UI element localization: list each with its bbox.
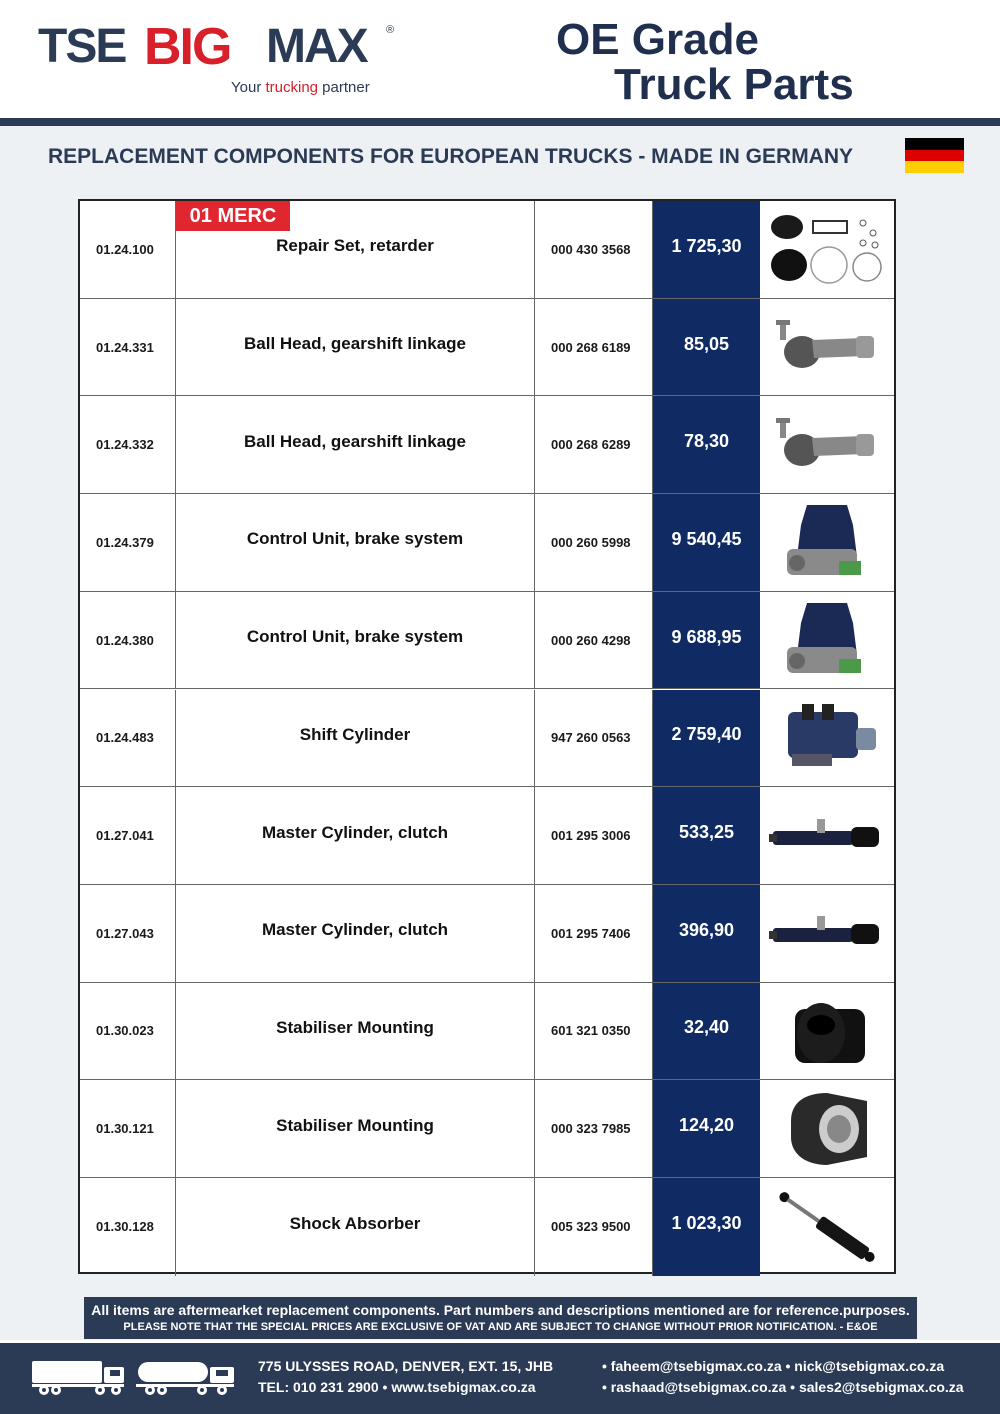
disclaimer-line1: All items are aftermearket replacement components. Part numbers and descriptions mentioned are for reference.purposes. — [91, 1302, 910, 1318]
table-row — [80, 983, 894, 1081]
footer-contact — [258, 1356, 553, 1398]
footer-address: 775 ULYSSES ROAD, DENVER, EXT. 15, JHB — [258, 1358, 554, 1374]
header-divider — [0, 118, 1000, 126]
logo-max: MAX — [266, 20, 367, 73]
part-image — [760, 494, 894, 591]
page-subtitle: REPLACEMENT COMPONENTS FOR EUROPEAN TRUCKS - MADE IN GERMANY — [48, 145, 854, 168]
registered-mark: ® — [386, 24, 395, 36]
oe-number: 000 430 3568 — [535, 201, 653, 298]
ball-head-icon — [772, 410, 882, 480]
table-row — [80, 1178, 894, 1276]
oe-number: 000 323 7985 — [535, 1080, 653, 1177]
tagline-accent: trucking — [265, 79, 319, 96]
footer-emails-line2: • rashaad@tsebigmax.co.za • sales2@tsebigmax.co.za — [602, 1379, 964, 1395]
table-row — [80, 592, 894, 690]
part-description: Shock Absorber — [176, 1178, 535, 1276]
part-code: 01.30.121 — [80, 1080, 176, 1177]
table-row — [80, 1080, 894, 1178]
disclaimer — [84, 1297, 917, 1339]
ball-head-icon — [772, 312, 882, 382]
category-tag: 01 MERC — [176, 201, 290, 231]
control-unit-icon — [777, 497, 877, 587]
part-description: Control Unit, brake system — [176, 494, 535, 591]
part-image — [760, 592, 894, 689]
flag-stripe-black — [905, 138, 964, 150]
flag-stripe-gold — [905, 161, 964, 173]
oe-number: 001 295 3006 — [535, 787, 653, 884]
oe-number: 000 260 5998 — [535, 494, 653, 591]
part-image — [760, 396, 894, 493]
master-cylinder-icon — [767, 811, 887, 861]
tagline-pre: Your — [231, 79, 266, 96]
part-image — [760, 201, 894, 298]
part-code: 01.27.043 — [80, 885, 176, 982]
part-description: Shift Cylinder — [176, 690, 535, 787]
table-row — [80, 299, 894, 397]
master-cylinder-icon — [767, 908, 887, 958]
part-code: 01.24.483 — [80, 690, 176, 787]
oe-number: 000 260 4298 — [535, 592, 653, 689]
parts-table — [78, 199, 896, 1274]
part-price: 85,05 — [653, 299, 760, 396]
german-flag-icon — [905, 138, 964, 173]
part-price: 124,20 — [653, 1080, 760, 1177]
page-title-line1: OE Grade — [556, 15, 759, 64]
part-price: 9 540,45 — [653, 494, 760, 591]
part-image — [760, 1080, 894, 1177]
part-price: 1 725,30 — [653, 201, 760, 298]
trucks-icon — [30, 1357, 240, 1402]
part-price: 9 688,95 — [653, 592, 760, 689]
table-row — [80, 396, 894, 494]
footer-emails — [602, 1356, 964, 1398]
oe-number: 947 260 0563 — [535, 690, 653, 787]
part-price: 396,90 — [653, 885, 760, 982]
oe-number: 001 295 7406 — [535, 885, 653, 982]
part-code: 01.30.128 — [80, 1178, 176, 1276]
tagline — [231, 79, 370, 96]
shift-cylinder-icon — [772, 698, 882, 778]
part-code: 01.27.041 — [80, 787, 176, 884]
part-price: 78,30 — [653, 396, 760, 493]
part-image — [760, 787, 894, 884]
header — [0, 0, 1000, 118]
oe-number: 005 323 9500 — [535, 1178, 653, 1276]
part-description: Stabiliser Mounting — [176, 1080, 535, 1177]
table-row — [80, 494, 894, 592]
table-row — [80, 787, 894, 885]
part-image — [760, 983, 894, 1080]
part-description: Ball Head, gearshift linkage — [176, 299, 535, 396]
part-description: Repair Set, retarder — [176, 201, 535, 298]
tagline-post: partner — [318, 79, 370, 96]
table-row — [80, 690, 894, 788]
stabiliser-mounting-icon — [777, 989, 877, 1073]
part-code: 01.24.332 — [80, 396, 176, 493]
footer — [0, 1343, 1000, 1414]
logo-big: BIG — [144, 18, 231, 76]
part-image — [760, 690, 894, 787]
oe-number: 000 268 6189 — [535, 299, 653, 396]
part-price: 1 023,30 — [653, 1178, 760, 1276]
part-price: 533,25 — [653, 787, 760, 884]
table-row — [80, 885, 894, 983]
part-code: 01.30.023 — [80, 983, 176, 1080]
part-code: 01.24.379 — [80, 494, 176, 591]
flag-stripe-red — [905, 150, 964, 162]
footer-emails-line1: • faheem@tsebigmax.co.za • nick@tsebigmax.co.za — [602, 1358, 945, 1374]
part-image — [760, 299, 894, 396]
logo-tse: TSE — [38, 20, 126, 73]
oe-number: 000 268 6289 — [535, 396, 653, 493]
disclaimer-line2: PLEASE NOTE THAT THE SPECIAL PRICES ARE EXCLUSIVE OF VAT AND ARE SUBJECT TO CHANGE WITHOUT PRIOR NOTIFICATION. - E&OE — [123, 1321, 878, 1333]
part-code: 01.24.100 — [80, 201, 176, 298]
part-description: Stabiliser Mounting — [176, 983, 535, 1080]
shock-absorber-icon — [767, 1182, 887, 1272]
stabiliser-bushing-icon — [777, 1087, 877, 1171]
part-code: 01.24.331 — [80, 299, 176, 396]
part-description: Master Cylinder, clutch — [176, 787, 535, 884]
footer-tel-web: TEL: 010 231 2900 • www.tsebigmax.co.za — [258, 1379, 536, 1395]
part-price: 2 759,40 — [653, 690, 760, 787]
part-code: 01.24.380 — [80, 592, 176, 689]
oe-number: 601 321 0350 — [535, 983, 653, 1080]
part-image — [760, 885, 894, 982]
page-title-line2: Truck Parts — [614, 60, 854, 109]
control-unit-icon — [777, 595, 877, 685]
part-description: Master Cylinder, clutch — [176, 885, 535, 982]
part-price: 32,40 — [653, 983, 760, 1080]
part-description: Ball Head, gearshift linkage — [176, 396, 535, 493]
part-description: Control Unit, brake system — [176, 592, 535, 689]
part-image — [760, 1178, 894, 1276]
repair-set-icon — [767, 209, 887, 289]
